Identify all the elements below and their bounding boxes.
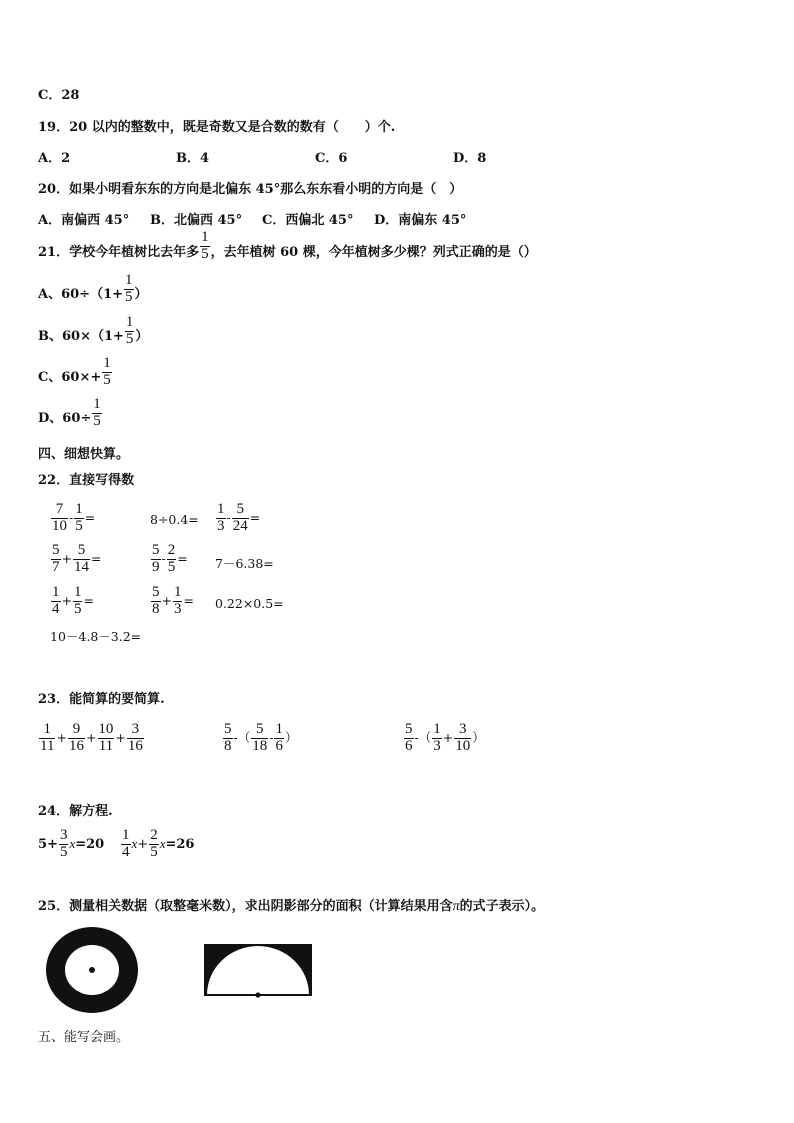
q22-item-g: $\frac{1}{4}$ + $\frac{1}{5}$ =	[52, 584, 94, 617]
q21-text-a: 21．学校今年植树比去年多	[38, 244, 200, 260]
section-4-title: 四、细想快算。	[38, 447, 130, 462]
q19-question: 19．20 以内的整数中，既是奇数又是合数的数有（ ）个.	[38, 120, 396, 135]
q22-item-a: $\frac{7}{10}$ - $\frac{1}{5}$ =	[52, 501, 96, 534]
q21-option-b-fraction: $\frac{1}{5}$	[125, 314, 134, 347]
q22-item-b: 8÷0.4=	[150, 512, 199, 527]
q21-option-d: D、60÷ $\frac{1}{5}$	[38, 396, 101, 429]
q23-expression-2: $\frac{5}{8}$ -（ $\frac{5}{18}$ - $\frac{1}{6}$ ）	[224, 721, 298, 754]
q22-item-c: $\frac{1}{3}$ - $\frac{5}{24}$ =	[217, 501, 261, 534]
q18-option-c: C．28	[38, 88, 80, 103]
semicircle-center-dot	[255, 992, 260, 997]
q21-option-c-fraction: $\frac{1}{5}$	[103, 355, 111, 388]
q20-option-b: B．北偏西 45°	[150, 213, 243, 228]
center-dot	[89, 967, 95, 973]
q22-item-f: 7－6.38=	[215, 556, 274, 571]
q23-expression-3: $\frac{5}{6}$ -（ $\frac{1}{3}$ + $\frac{3}{10}$ ）	[405, 721, 485, 754]
q21-option-c: C、60×+ $\frac{1}{5}$	[38, 355, 111, 388]
q22-title: 22．直接写得数	[38, 473, 135, 488]
q21-fraction: $\frac{1}{5}$	[201, 229, 209, 262]
q20-question: 20．如果小明看东东的方向是北偏东 45°那么东东看小明的方向是（ ）	[38, 182, 463, 197]
q21-option-d-fraction: $\frac{1}{5}$	[93, 396, 101, 429]
q24-equation-2: $\frac{1}{4}$ x+ $\frac{2}{5}$ x=26	[122, 827, 195, 860]
q25-question: 25．测量相关数据（取整毫米数），求出阴影部分的面积（计算结果用含π的式子表示）。	[38, 899, 545, 914]
section-5-title: 五、能写会画。	[38, 1030, 130, 1045]
annulus-figure	[44, 925, 140, 1015]
q21-option-a: A、60÷（1+ $\frac{1}{5}$ ）	[38, 272, 148, 305]
q21-question	[38, 229, 537, 269]
q20-option-c: C．西偏北 45°	[262, 213, 354, 228]
q21-option-b: B、60×（1+ $\frac{1}{5}$ ）	[38, 314, 149, 347]
q24-title: 24．解方程.	[38, 804, 113, 819]
q22-item-d: $\frac{5}{7}$ + $\frac{5}{14}$ =	[52, 542, 102, 575]
q19-option-d: D．8	[453, 151, 487, 166]
q20-option-d: D．南偏东 45°	[374, 213, 467, 228]
q21-text-b: ，去年植树 60 棵，今年植树多少棵？列式正确的是（）	[210, 244, 537, 260]
q22-item-i: 0.22×0.5=	[215, 596, 284, 611]
q19-option-b: B．4	[176, 151, 210, 166]
q22-item-j: 10－4.8－3.2=	[50, 629, 142, 644]
pi-symbol: π	[452, 899, 460, 914]
q21-option-a-fraction: $\frac{1}{5}$	[125, 272, 133, 305]
q22-item-e: $\frac{5}{9}$ - $\frac{2}{5}$ =	[152, 542, 188, 575]
q19-option-c: C．6	[315, 151, 348, 166]
q20-option-a: A．南偏西 45°	[38, 213, 130, 228]
q23-title: 23．能简算的要简算.	[38, 692, 165, 707]
q24-equation-1: 5+ $\frac{3}{5}$ x=20	[38, 827, 105, 860]
q19-option-a: A．2	[38, 151, 71, 166]
rectangle-semicircle-figure	[203, 943, 315, 999]
q23-expression-1: $\frac{1}{11}$ + $\frac{9}{16}$ + $\frac{10}{11}$ + $\frac{3}{16}$	[40, 721, 143, 754]
q22-item-h: $\frac{5}{8}$ + $\frac{1}{3}$ =	[152, 584, 194, 617]
